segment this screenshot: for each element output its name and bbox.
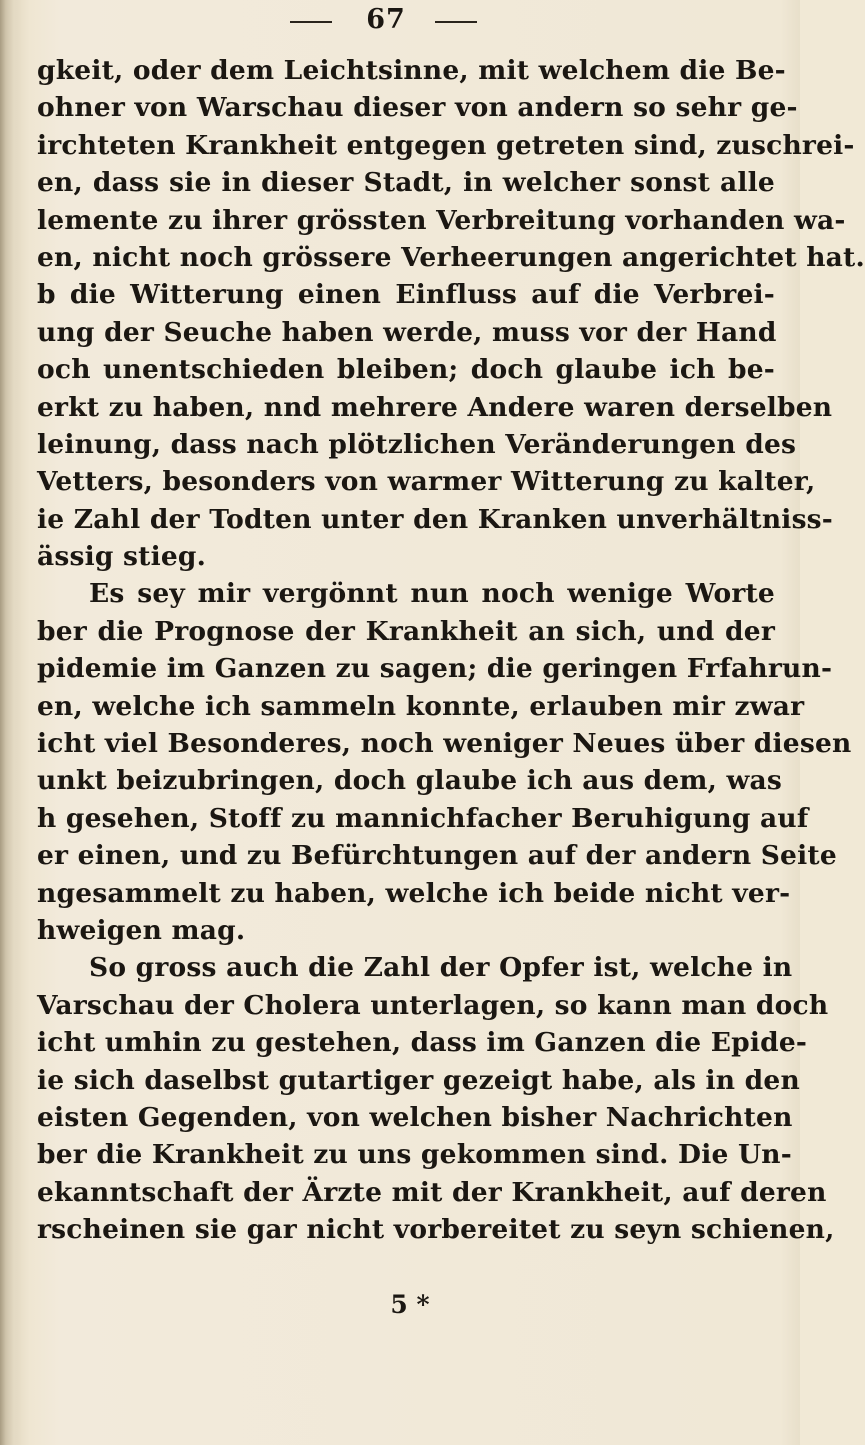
text-line: en, nicht noch grössere Verheerungen angerichtet hat. xyxy=(37,241,865,273)
text-line: Es sey mir vergönnt nun noch wenige Worte xyxy=(89,578,775,610)
text-line: ber die Krankheit zu uns gekommen sind. Die Un- xyxy=(37,1139,792,1171)
text-line: ung der Seuche haben werde, muss vor der Hand xyxy=(37,316,777,348)
text-line: h gesehen, Stoff zu mannichfacher Beruhigung auf xyxy=(37,802,809,834)
page-number: 67 xyxy=(366,4,406,35)
text-line: gkeit, oder dem Leichtsinne, mit welchem die Be- xyxy=(37,55,786,86)
text-line: erkt zu haben, nnd mehrere Andere waren derselben xyxy=(37,391,833,423)
text-line: en, welche ich sammeln konnte, erlauben mir zwar xyxy=(37,690,805,722)
text-line: ekanntschaft der Ärzte mit der Krankheit, auf deren xyxy=(37,1176,827,1208)
header-rule-left xyxy=(290,21,332,23)
text-line: lemente zu ihrer grössten Verbreitung vorhanden wa- xyxy=(37,204,846,236)
text-line: irchteten Krankheit entgegen getreten sind, zuschrei- xyxy=(37,129,855,161)
text-line: ässig stieg. xyxy=(37,541,207,573)
binding-gutter xyxy=(0,0,22,1445)
text-line: ber die Prognose der Krankheit an sich, und der xyxy=(37,615,775,647)
body-text xyxy=(37,52,865,1249)
signature-mark: 5 * xyxy=(390,1290,430,1319)
text-line: ngesammelt zu haben, welche ich beide nicht ver- xyxy=(37,877,791,909)
text-line: ie Zahl der Todten unter den Kranken unverhältniss- xyxy=(37,503,833,535)
text-line: ohner von Warschau dieser von andern so sehr ge- xyxy=(37,92,798,124)
page-header xyxy=(0,4,800,40)
text-line: icht viel Besonderes, noch weniger Neues über diesen xyxy=(37,728,852,760)
text-line: Vetters, besonders von warmer Witterung zu kalter, xyxy=(37,466,816,498)
text-line: b die Witterung einen Einfluss auf die Verbrei- xyxy=(37,279,775,311)
text-line: eisten Gegenden, von welchen bisher Nachrichten xyxy=(37,1101,793,1133)
text-line: unkt beizubringen, doch glaube ich aus dem, was xyxy=(37,765,783,797)
text-line: leinung, dass nach plötzlichen Veränderungen des xyxy=(37,428,797,460)
text-line: pidemie im Ganzen zu sagen; die geringen Frfahrun- xyxy=(37,653,833,685)
text-line: ie sich daselbst gutartiger gezeigt habe, als in den xyxy=(37,1064,800,1096)
header-rule-right xyxy=(435,21,477,23)
text-line: Varschau der Cholera unterlagen, so kann man doch xyxy=(37,989,829,1021)
text-line: So gross auch die Zahl der Opfer ist, welche in xyxy=(89,952,793,984)
text-line: rscheinen sie gar nicht vorbereitet zu seyn schienen, xyxy=(37,1214,835,1246)
text-line: er einen, und zu Befürchtungen auf der andern Seite xyxy=(37,840,837,872)
text-line: och unentschieden bleiben; doch glaube ich be- xyxy=(37,354,775,386)
text-line: hweigen mag. xyxy=(37,914,246,946)
text-line: en, dass sie in dieser Stadt, in welcher sonst alle xyxy=(37,167,775,199)
text-line: icht umhin zu gestehen, dass im Ganzen die Epide- xyxy=(37,1027,808,1059)
